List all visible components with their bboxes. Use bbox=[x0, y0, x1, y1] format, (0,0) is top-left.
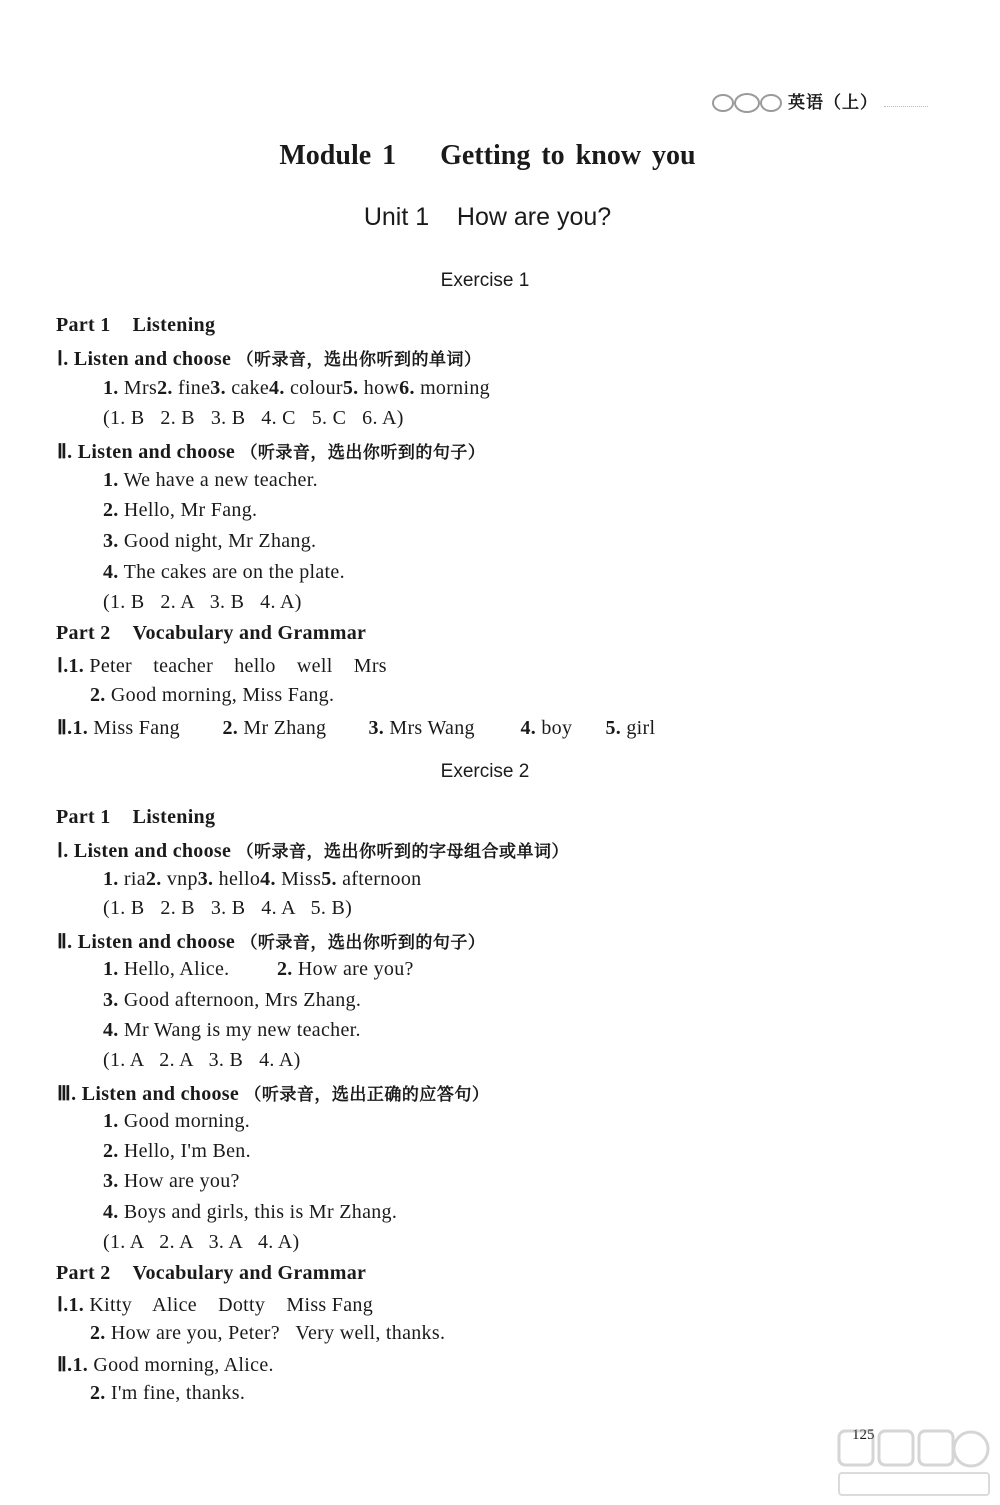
page-number: 125 bbox=[852, 1427, 875, 1443]
exercise-2-title: Exercise 2 bbox=[440, 761, 530, 782]
list-item: 2. Hello, I'm Ben. bbox=[103, 1140, 251, 1162]
ex2-section2-answers: (1. A 2. A 3. B 4. A) bbox=[103, 1049, 301, 1071]
list-item: 1. Good morning. bbox=[103, 1110, 251, 1132]
ex1-part2-heading: Part 2 Vocabulary and Grammar bbox=[56, 622, 367, 644]
list-item: 3. Good night, Mr Zhang. bbox=[103, 530, 317, 552]
ex1-vocab2-line: Ⅱ.1. Miss Fang 2. Mr Zhang 3. Mrs Wang 4. boy 5. girl bbox=[57, 717, 656, 739]
list-item: 1. We have a new teacher. bbox=[103, 469, 318, 491]
list-item: 2. Hello, Mr Fang. bbox=[103, 499, 258, 521]
module-title: Module 1 Getting to know you bbox=[279, 140, 696, 171]
exercise-1-title: Exercise 1 bbox=[440, 270, 530, 291]
ex1-section2-heading: Ⅱ. Listen and choose （听录音，选出你听到的句子） bbox=[57, 441, 486, 463]
header-divider bbox=[884, 105, 928, 107]
ex1-section1-answers: (1. B 2. B 3. B 4. C 5. C 6. A) bbox=[103, 407, 404, 429]
page-header bbox=[712, 88, 928, 113]
ex2-section3-heading: Ⅲ. Listen and choose （听录音，选出正确的应答句） bbox=[57, 1083, 490, 1105]
ex2-section1-words: 1. ria2. vnp3. hello4. Miss5. afternoon bbox=[103, 868, 422, 890]
ex1-vocab1-line2: 2. Good morning, Miss Fang. bbox=[90, 684, 335, 706]
ex2-part1-heading: Part 1 Listening bbox=[56, 806, 216, 828]
ex2-vocab1-line1: Ⅰ.1. Kitty Alice Dotty Miss Fang bbox=[57, 1294, 374, 1316]
list-item: 3. How are you? bbox=[103, 1170, 240, 1192]
list-item: 1. Hello, Alice. 2. How are you? bbox=[103, 958, 414, 980]
list-item: 4. Mr Wang is my new teacher. bbox=[103, 1019, 361, 1041]
header-decoration-icon bbox=[712, 90, 782, 112]
ex2-section1-heading: Ⅰ. Listen and choose （听录音，选出你听到的字母组合或单词） bbox=[57, 840, 569, 862]
ex2-vocab1-line2: 2. How are you, Peter? Very well, thanks. bbox=[90, 1322, 446, 1344]
list-item: 4. The cakes are on the plate. bbox=[103, 561, 345, 583]
list-item: 3. Good afternoon, Mrs Zhang. bbox=[103, 989, 362, 1011]
header-title: 英语（上） bbox=[788, 93, 878, 113]
ex2-section2-heading: Ⅱ. Listen and choose （听录音，选出你听到的句子） bbox=[57, 931, 486, 953]
list-item: 4. Boys and girls, this is Mr Zhang. bbox=[103, 1201, 398, 1223]
ex1-vocab1-line1: Ⅰ.1. Peter teacher hello well Mrs bbox=[57, 655, 387, 677]
ex2-vocab2-line1: Ⅱ.1. Good morning, Alice. bbox=[57, 1354, 274, 1376]
ex1-part1-heading: Part 1 Listening bbox=[56, 314, 216, 336]
ex1-section2-answers: (1. B 2. A 3. B 4. A) bbox=[103, 591, 302, 613]
ex1-section1-heading: Ⅰ. Listen and choose （听录音，选出你听到的单词） bbox=[57, 348, 482, 370]
ex2-part2-heading: Part 2 Vocabulary and Grammar bbox=[56, 1262, 367, 1284]
ex2-section1-answers: (1. B 2. B 3. B 4. A 5. B) bbox=[103, 897, 353, 919]
ex2-section3-answers: (1. A 2. A 3. A 4. A) bbox=[103, 1231, 300, 1253]
ex2-vocab2-line2: 2. I'm fine, thanks. bbox=[90, 1382, 246, 1404]
answer-site-watermark-icon bbox=[835, 1425, 993, 1500]
unit-title: Unit 1 How are you? bbox=[363, 203, 612, 231]
ex1-section1-words: 1. Mrs2. fine3. cake4. colour5. how6. morning bbox=[103, 377, 490, 399]
